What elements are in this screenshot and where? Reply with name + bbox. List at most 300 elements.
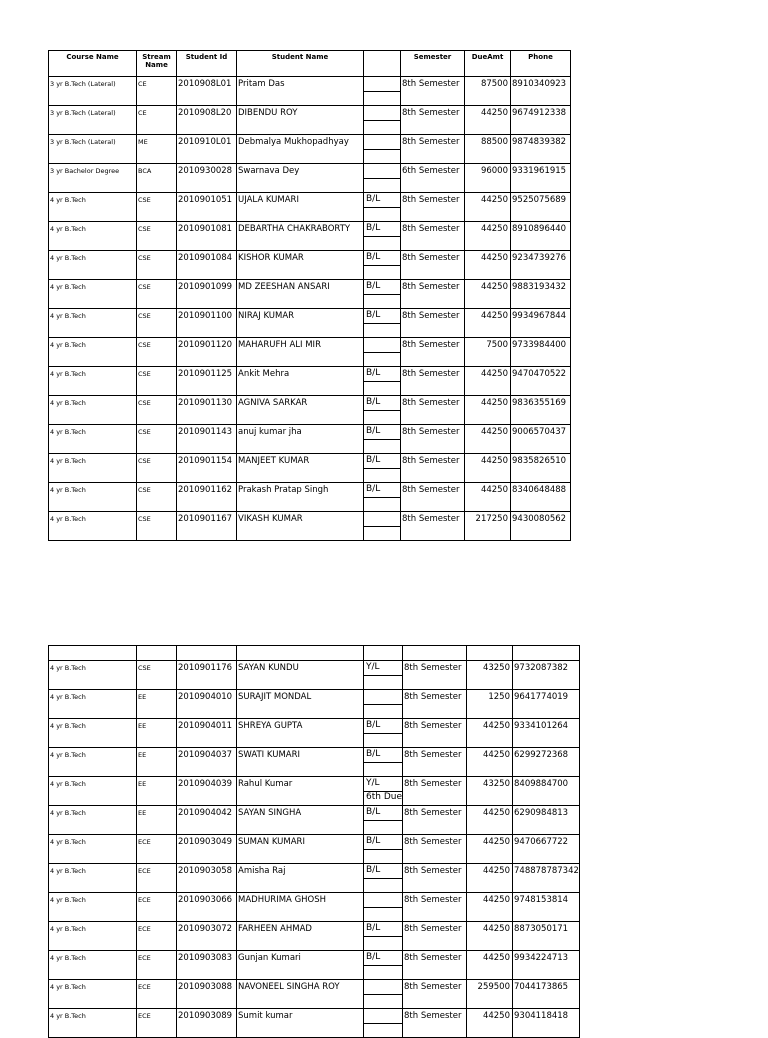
- semester-cell: 8th Semester: [403, 893, 467, 922]
- stream-cell: ECE: [137, 1009, 177, 1038]
- phone-cell: 9874839382: [511, 135, 571, 164]
- status-flag-cell: Y/L: [364, 777, 403, 792]
- student-id-cell: 2010903083: [177, 951, 237, 980]
- table-row: [49, 77, 571, 92]
- student-id-cell: 2010901051: [177, 193, 237, 222]
- due-amount-cell: 44250: [465, 222, 511, 251]
- due-amount-cell: 44250: [465, 425, 511, 454]
- due-amount-cell: 44250: [467, 806, 513, 835]
- phone-cell: 7044173865: [513, 980, 580, 1009]
- status-note-cell: [364, 353, 401, 367]
- course-name-cell: 4 yr B.Tech: [49, 396, 137, 425]
- student-id-cell: 2010901099: [177, 280, 237, 309]
- student-name-cell: SHREYA GUPTA: [237, 719, 364, 748]
- student-name-cell: SAYAN KUNDU: [237, 661, 364, 690]
- student-id-cell: 2010904039: [177, 777, 237, 806]
- course-name-cell: 4 yr B.Tech: [49, 338, 137, 367]
- student-name-cell: Pritam Das: [237, 77, 364, 106]
- status-flag-cell: [364, 338, 401, 353]
- course-name-cell: 4 yr B.Tech: [49, 280, 137, 309]
- course-name-cell: 4 yr B.Tech: [49, 454, 137, 483]
- status-flag-cell: [364, 106, 401, 121]
- student-id-cell: 2010901084: [177, 251, 237, 280]
- phone-cell: 9304118418: [513, 1009, 580, 1038]
- status-note-cell: [364, 734, 403, 748]
- course-name-cell: 4 yr B.Tech: [49, 483, 137, 512]
- semester-cell: 8th Semester: [403, 719, 467, 748]
- stream-cell: CSE: [137, 338, 177, 367]
- stream-cell: EE: [137, 719, 177, 748]
- stream-cell: CSE: [137, 454, 177, 483]
- stream-cell: CE: [137, 106, 177, 135]
- student-name-cell: MD ZEESHAN ANSARI: [237, 280, 364, 309]
- table-row: [49, 835, 580, 850]
- phone-cell: 6290984813: [513, 806, 580, 835]
- phone-cell: 9234739276: [511, 251, 571, 280]
- student-id-cell: 2010903089: [177, 1009, 237, 1038]
- status-note-cell: [364, 527, 401, 541]
- semester-cell: 8th Semester: [403, 1009, 467, 1038]
- phone-cell: 9470470522: [511, 367, 571, 396]
- semester-cell: 8th Semester: [403, 748, 467, 777]
- due-amount-cell: 44250: [467, 719, 513, 748]
- due-amount-cell: 44250: [467, 951, 513, 980]
- student-name-cell: DIBENDU ROY: [237, 106, 364, 135]
- due-amount-cell: 1250: [467, 690, 513, 719]
- status-note-cell: [364, 150, 401, 164]
- semester-cell: 8th Semester: [401, 251, 465, 280]
- phone-cell: 8340648488: [511, 483, 571, 512]
- phone-cell: 9331961915: [511, 164, 571, 193]
- student-id-cell: 2010930028: [177, 164, 237, 193]
- due-amount-cell: 44250: [467, 1009, 513, 1038]
- semester-cell: 8th Semester: [403, 806, 467, 835]
- phone-cell: 8873050171: [513, 922, 580, 951]
- table-row: [49, 690, 580, 705]
- table-row: [49, 425, 571, 440]
- student-id-cell: 2010903066: [177, 893, 237, 922]
- status-flag-cell: [364, 512, 401, 527]
- status-flag-cell: B/L: [364, 222, 401, 237]
- header-phone: Phone: [511, 51, 571, 77]
- status-flag-cell: B/L: [364, 806, 403, 821]
- student-name-cell: MANJEET KUMAR: [237, 454, 364, 483]
- semester-cell: 8th Semester: [403, 922, 467, 951]
- phone-cell: 9006570437: [511, 425, 571, 454]
- course-name-cell: 4 yr B.Tech: [49, 690, 137, 719]
- table-row: [49, 222, 571, 237]
- table-row: [49, 338, 571, 353]
- header-row: [49, 51, 571, 77]
- status-flag-cell: B/L: [364, 251, 401, 266]
- phone-cell: 9934967844: [511, 309, 571, 338]
- status-flag-cell: B/L: [364, 483, 401, 498]
- semester-cell: 8th Semester: [401, 106, 465, 135]
- stream-cell: ECE: [137, 951, 177, 980]
- table-row: [49, 719, 580, 734]
- student-id-cell: 2010908L01: [177, 77, 237, 106]
- due-amount-cell: 43250: [467, 661, 513, 690]
- status-note-cell: [364, 676, 403, 690]
- status-flag-cell: [364, 135, 401, 150]
- student-name-cell: Gunjan Kumari: [237, 951, 364, 980]
- status-note-cell: [364, 382, 401, 396]
- student-id-cell: 2010901125: [177, 367, 237, 396]
- semester-cell: 6th Semester: [401, 164, 465, 193]
- stream-cell: ECE: [137, 893, 177, 922]
- table-row: [49, 922, 580, 937]
- header-student-id: Student Id: [177, 51, 237, 77]
- header-semester: Semester: [401, 51, 465, 77]
- phone-cell: 9470667722: [513, 835, 580, 864]
- semester-cell: 8th Semester: [401, 77, 465, 106]
- course-name-cell: 3 yr B.Tech (Lateral): [49, 135, 137, 164]
- table-row: [49, 980, 580, 995]
- student-name-cell: Debmalya Mukhopadhyay: [237, 135, 364, 164]
- status-flag-cell: B/L: [364, 748, 403, 763]
- due-amount-cell: 44250: [465, 367, 511, 396]
- table-row: [49, 396, 571, 411]
- student-name-cell: MAHARUFH ALI MIR: [237, 338, 364, 367]
- course-name-cell: 4 yr B.Tech: [49, 748, 137, 777]
- header-due-amount: DueAmt: [465, 51, 511, 77]
- status-flag-cell: B/L: [364, 425, 401, 440]
- stream-cell: EE: [137, 690, 177, 719]
- student-id-cell: 2010904010: [177, 690, 237, 719]
- semester-cell: 8th Semester: [401, 454, 465, 483]
- semester-cell: 8th Semester: [401, 338, 465, 367]
- course-name-cell: 4 yr B.Tech: [49, 864, 137, 893]
- stream-cell: CSE: [137, 280, 177, 309]
- stream-cell: CSE: [137, 425, 177, 454]
- status-note-cell: [364, 498, 401, 512]
- student-name-cell: MADHURIMA GHOSH: [237, 893, 364, 922]
- semester-cell: 8th Semester: [401, 280, 465, 309]
- semester-cell: 8th Semester: [403, 835, 467, 864]
- status-flag-cell: B/L: [364, 309, 401, 324]
- blank-row: [49, 646, 580, 661]
- due-amount-cell: 44250: [467, 748, 513, 777]
- due-amount-cell: 44250: [465, 106, 511, 135]
- status-flag-cell: [364, 893, 403, 908]
- status-note-cell: [364, 763, 403, 777]
- due-amount-cell: 88500: [465, 135, 511, 164]
- status-flag-cell: B/L: [364, 951, 403, 966]
- course-name-cell: 4 yr B.Tech: [49, 777, 137, 806]
- phone-cell: 9732087382: [513, 661, 580, 690]
- semester-cell: 8th Semester: [403, 661, 467, 690]
- phone-cell: 9835826510: [511, 454, 571, 483]
- due-amount-cell: 44250: [465, 280, 511, 309]
- semester-cell: 8th Semester: [401, 135, 465, 164]
- student-id-cell: 2010901176: [177, 661, 237, 690]
- status-flag-cell: B/L: [364, 454, 401, 469]
- phone-cell: 748878787342: [513, 864, 580, 893]
- table-row: [49, 806, 580, 821]
- student-id-cell: 2010904042: [177, 806, 237, 835]
- phone-cell: 8910340923: [511, 77, 571, 106]
- status-note-cell: [364, 411, 401, 425]
- stream-cell: CSE: [137, 367, 177, 396]
- table-body: [49, 77, 571, 541]
- stream-cell: ECE: [137, 864, 177, 893]
- student-name-cell: Sumit kumar: [237, 1009, 364, 1038]
- status-note-cell: [364, 1024, 403, 1038]
- semester-cell: 8th Semester: [401, 309, 465, 338]
- table-row: [49, 483, 571, 498]
- student-name-cell: KISHOR KUMAR: [237, 251, 364, 280]
- status-note-cell: [364, 324, 401, 338]
- stream-cell: EE: [137, 777, 177, 806]
- status-flag-cell: B/L: [364, 280, 401, 295]
- stream-cell: BCA: [137, 164, 177, 193]
- status-note-cell: [364, 121, 401, 135]
- table-row: [49, 164, 571, 179]
- table-row: [49, 864, 580, 879]
- table-row: [49, 106, 571, 121]
- stream-cell: EE: [137, 806, 177, 835]
- student-id-cell: 2010901167: [177, 512, 237, 541]
- table-row: [49, 893, 580, 908]
- course-name-cell: 3 yr B.Tech (Lateral): [49, 106, 137, 135]
- course-name-cell: 3 yr Bachelor Degree: [49, 164, 137, 193]
- status-note-cell: [364, 937, 403, 951]
- table-row: [49, 748, 580, 763]
- due-amount-cell: 44250: [465, 454, 511, 483]
- course-name-cell: 4 yr B.Tech: [49, 425, 137, 454]
- table-row: [49, 454, 571, 469]
- student-name-cell: UJALA KUMARI: [237, 193, 364, 222]
- stream-cell: ECE: [137, 922, 177, 951]
- status-note-cell: [364, 705, 403, 719]
- stream-cell: CSE: [137, 483, 177, 512]
- student-id-cell: 2010901100: [177, 309, 237, 338]
- student-name-cell: Ankit Mehra: [237, 367, 364, 396]
- stream-cell: CSE: [137, 309, 177, 338]
- due-amount-cell: 259500: [467, 980, 513, 1009]
- status-note-cell: [364, 908, 403, 922]
- status-flag-cell: B/L: [364, 922, 403, 937]
- dues-table-1: [48, 50, 571, 541]
- semester-cell: 8th Semester: [401, 193, 465, 222]
- semester-cell: 8th Semester: [401, 367, 465, 396]
- table-body: [49, 646, 580, 1038]
- status-note-cell: [364, 440, 401, 454]
- course-name-cell: 4 yr B.Tech: [49, 806, 137, 835]
- header-student-name: Student Name: [237, 51, 364, 77]
- course-name-cell: 4 yr B.Tech: [49, 193, 137, 222]
- table-row: [49, 193, 571, 208]
- course-name-cell: 4 yr B.Tech: [49, 309, 137, 338]
- table-row: [49, 251, 571, 266]
- status-flag-cell: B/L: [364, 835, 403, 850]
- phone-cell: 9525075689: [511, 193, 571, 222]
- table-row: [49, 661, 580, 676]
- course-name-cell: 3 yr B.Tech (Lateral): [49, 77, 137, 106]
- status-flag-cell: Y/L: [364, 661, 403, 676]
- student-name-cell: AGNIVA SARKAR: [237, 396, 364, 425]
- status-note-cell: [364, 208, 401, 222]
- course-name-cell: 4 yr B.Tech: [49, 1009, 137, 1038]
- status-note-cell: [364, 266, 401, 280]
- course-name-cell: 4 yr B.Tech: [49, 367, 137, 396]
- header-flag: [364, 51, 401, 77]
- semester-cell: 8th Semester: [401, 222, 465, 251]
- phone-cell: 9836355169: [511, 396, 571, 425]
- student-id-cell: 2010903072: [177, 922, 237, 951]
- due-amount-cell: 44250: [465, 251, 511, 280]
- table-row: [49, 367, 571, 382]
- due-amount-cell: 44250: [465, 309, 511, 338]
- phone-cell: 9674912338: [511, 106, 571, 135]
- due-amount-cell: 96000: [465, 164, 511, 193]
- student-name-cell: NIRAJ KUMAR: [237, 309, 364, 338]
- status-flag-cell: B/L: [364, 864, 403, 879]
- semester-cell: 8th Semester: [401, 512, 465, 541]
- stream-cell: ME: [137, 135, 177, 164]
- course-name-cell: 4 yr B.Tech: [49, 922, 137, 951]
- due-amount-cell: 44250: [467, 835, 513, 864]
- student-name-cell: SWATI KUMARI: [237, 748, 364, 777]
- due-amount-cell: 44250: [465, 483, 511, 512]
- student-name-cell: Amisha Raj: [237, 864, 364, 893]
- phone-cell: 8409884700: [513, 777, 580, 806]
- phone-cell: 9883193432: [511, 280, 571, 309]
- stream-cell: CSE: [137, 396, 177, 425]
- student-id-cell: 2010901162: [177, 483, 237, 512]
- semester-cell: 8th Semester: [403, 864, 467, 893]
- status-flag-cell: B/L: [364, 719, 403, 734]
- status-note-cell: [364, 92, 401, 106]
- status-flag-cell: B/L: [364, 193, 401, 208]
- status-note-cell: [364, 179, 401, 193]
- phone-cell: 9733984400: [511, 338, 571, 367]
- course-name-cell: 4 yr B.Tech: [49, 980, 137, 1009]
- student-name-cell: VIKASH KUMAR: [237, 512, 364, 541]
- student-name-cell: Swarnava Dey: [237, 164, 364, 193]
- header-course-name: Course Name: [49, 51, 137, 77]
- course-name-cell: 4 yr B.Tech: [49, 661, 137, 690]
- semester-cell: 8th Semester: [403, 777, 467, 806]
- status-flag-cell: [364, 980, 403, 995]
- table-row: [49, 280, 571, 295]
- student-id-cell: 2010908L20: [177, 106, 237, 135]
- student-id-cell: 2010901130: [177, 396, 237, 425]
- due-amount-cell: 87500: [465, 77, 511, 106]
- stream-cell: CSE: [137, 251, 177, 280]
- student-id-cell: 2010910L01: [177, 135, 237, 164]
- semester-cell: 8th Semester: [403, 690, 467, 719]
- table-row: [49, 512, 571, 527]
- semester-cell: 8th Semester: [401, 425, 465, 454]
- table-row: [49, 135, 571, 150]
- status-note-cell: [364, 821, 403, 835]
- phone-cell: 6299272368: [513, 748, 580, 777]
- semester-cell: 8th Semester: [403, 980, 467, 1009]
- status-note-cell: 6th Due: [364, 792, 403, 806]
- due-amount-cell: 44250: [465, 193, 511, 222]
- student-id-cell: 2010904037: [177, 748, 237, 777]
- course-name-cell: 4 yr B.Tech: [49, 222, 137, 251]
- table-row: [49, 777, 580, 792]
- due-amount-cell: 44250: [467, 864, 513, 893]
- student-id-cell: 2010901143: [177, 425, 237, 454]
- stream-cell: CSE: [137, 512, 177, 541]
- due-amount-cell: 44250: [467, 922, 513, 951]
- status-note-cell: [364, 237, 401, 251]
- stream-cell: CSE: [137, 222, 177, 251]
- stream-cell: EE: [137, 748, 177, 777]
- status-flag-cell: [364, 1009, 403, 1024]
- student-name-cell: DEBARTHA CHAKRABORTY: [237, 222, 364, 251]
- status-flag-cell: [364, 164, 401, 179]
- status-flag-cell: B/L: [364, 367, 401, 382]
- student-name-cell: FARHEEN AHMAD: [237, 922, 364, 951]
- phone-cell: 9334101264: [513, 719, 580, 748]
- phone-cell: 9748153814: [513, 893, 580, 922]
- stream-cell: CE: [137, 77, 177, 106]
- status-note-cell: [364, 295, 401, 309]
- due-amount-cell: 44250: [467, 893, 513, 922]
- status-note-cell: [364, 966, 403, 980]
- stream-cell: CSE: [137, 661, 177, 690]
- status-note-cell: [364, 879, 403, 893]
- student-name-cell: SUMAN KUMARI: [237, 835, 364, 864]
- status-flag-cell: [364, 690, 403, 705]
- course-name-cell: 4 yr B.Tech: [49, 512, 137, 541]
- status-flag-cell: B/L: [364, 396, 401, 411]
- status-note-cell: [364, 850, 403, 864]
- table-row: [49, 309, 571, 324]
- student-id-cell: 2010901154: [177, 454, 237, 483]
- status-note-cell: [364, 995, 403, 1009]
- student-id-cell: 2010903058: [177, 864, 237, 893]
- status-note-cell: [364, 469, 401, 483]
- student-name-cell: anuj kumar jha: [237, 425, 364, 454]
- stream-cell: ECE: [137, 835, 177, 864]
- student-name-cell: SAYAN SINGHA: [237, 806, 364, 835]
- semester-cell: 8th Semester: [401, 483, 465, 512]
- stream-cell: ECE: [137, 980, 177, 1009]
- phone-cell: 9641774019: [513, 690, 580, 719]
- student-id-cell: 2010901120: [177, 338, 237, 367]
- student-id-cell: 2010903049: [177, 835, 237, 864]
- phone-cell: 9934224713: [513, 951, 580, 980]
- stream-cell: CSE: [137, 193, 177, 222]
- student-name-cell: SURAJIT MONDAL: [237, 690, 364, 719]
- student-id-cell: 2010904011: [177, 719, 237, 748]
- dues-table-2: [48, 645, 580, 1038]
- due-amount-cell: 44250: [465, 396, 511, 425]
- phone-cell: 8910896440: [511, 222, 571, 251]
- student-id-cell: 2010901081: [177, 222, 237, 251]
- phone-cell: 9430080562: [511, 512, 571, 541]
- course-name-cell: 4 yr B.Tech: [49, 835, 137, 864]
- student-name-cell: Rahul Kumar: [237, 777, 364, 806]
- student-name-cell: NAVONEEL SINGHA ROY: [237, 980, 364, 1009]
- course-name-cell: 4 yr B.Tech: [49, 719, 137, 748]
- due-amount-cell: 7500: [465, 338, 511, 367]
- course-name-cell: 4 yr B.Tech: [49, 893, 137, 922]
- course-name-cell: 4 yr B.Tech: [49, 951, 137, 980]
- student-id-cell: 2010903088: [177, 980, 237, 1009]
- due-amount-cell: 43250: [467, 777, 513, 806]
- semester-cell: 8th Semester: [401, 396, 465, 425]
- due-amount-cell: 217250: [465, 512, 511, 541]
- semester-cell: 8th Semester: [403, 951, 467, 980]
- student-name-cell: Prakash Pratap Singh: [237, 483, 364, 512]
- status-flag-cell: [364, 77, 401, 92]
